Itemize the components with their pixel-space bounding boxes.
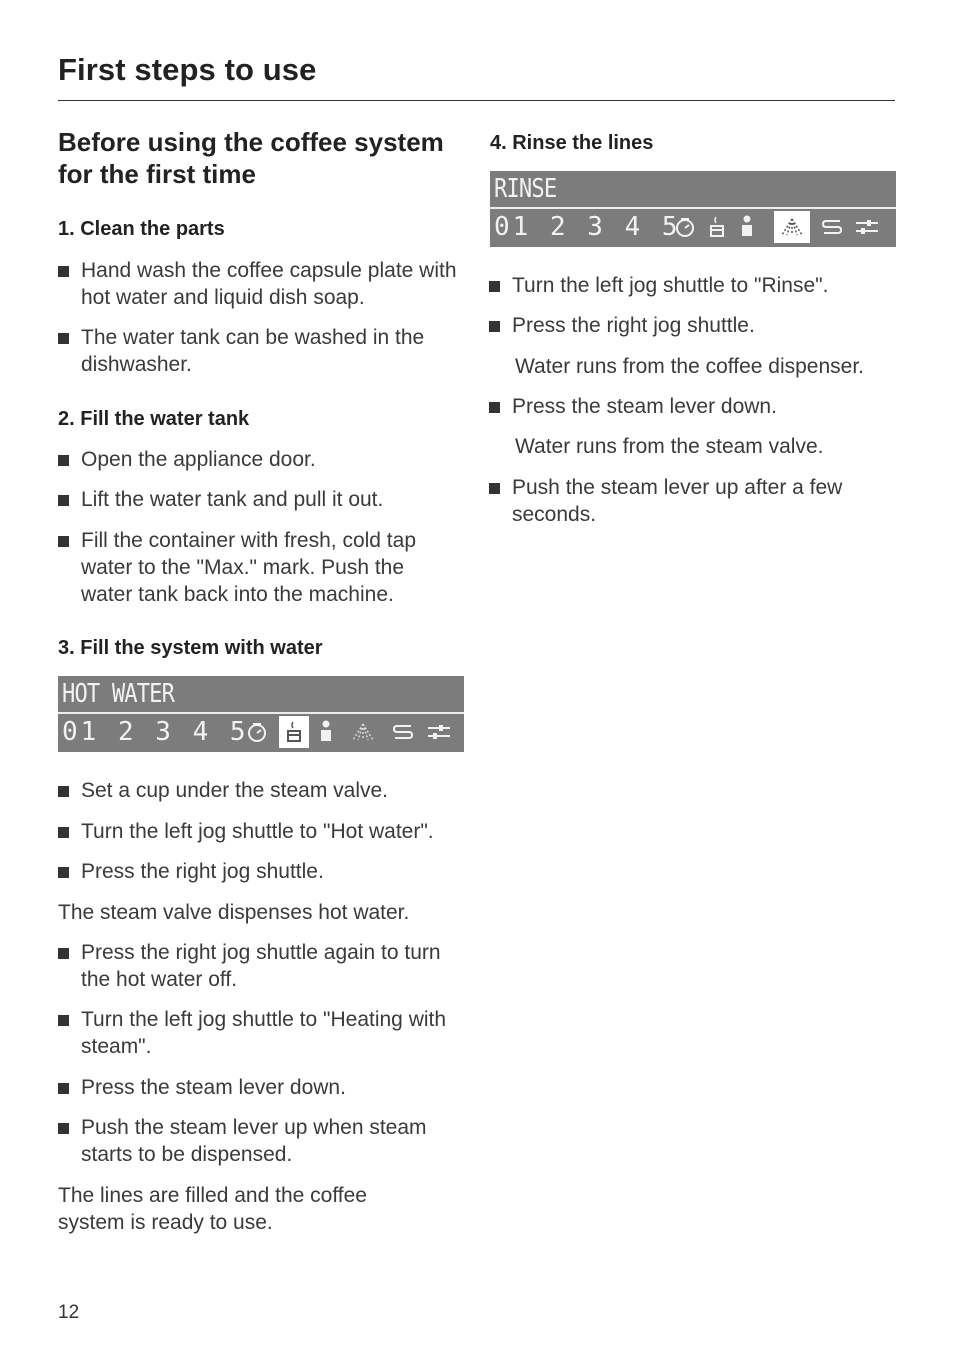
bullet-square-icon: [58, 1123, 69, 1134]
bullet-square-icon: [58, 1083, 69, 1094]
step1-bullet-2: The water tank can be washed in the dishwasher.: [58, 324, 458, 378]
cup-icon: [279, 716, 309, 748]
bullet-square-icon: [58, 266, 69, 277]
step3-note-2: The lines are filled and the coffee system is ready to use.: [58, 1184, 367, 1234]
page-title: First steps to use: [58, 52, 317, 87]
display-label: HOT WATER: [62, 679, 175, 709]
cup-icon: [702, 211, 732, 243]
bullet-square-icon: [58, 495, 69, 506]
timer-icon: [670, 211, 700, 243]
step4-bullet-3: Press the steam lever down.: [489, 393, 899, 420]
step4-bullet-2: Press the right jog shuttle.: [489, 312, 899, 339]
step3-bullet-1: Set a cup under the steam valve.: [58, 777, 468, 804]
bullet-square-icon: [489, 281, 500, 292]
spray-icon: [348, 716, 378, 748]
step3-bullet-6: Press the steam lever down.: [58, 1074, 468, 1101]
bullet-square-icon: [58, 948, 69, 959]
step4-bullet-1: Turn the left jog shuttle to "Rinse".: [489, 272, 899, 299]
steam-icon: [817, 211, 847, 243]
step3-bullet-7: Push the steam lever up when steam starts to be dispensed.: [58, 1114, 468, 1168]
display-numbers: 01 2 3 4 5: [494, 212, 681, 242]
title-rule: [58, 100, 895, 101]
bullet-square-icon: [489, 402, 500, 413]
display-hot-water: [58, 676, 464, 752]
step3-bullet-4: Press the right jog shuttle again to turn the hot water off.: [58, 939, 448, 993]
person-icon: [732, 211, 762, 243]
page-number: 12: [58, 1302, 80, 1323]
step2-bullet-2: Lift the water tank and pull it out.: [58, 486, 458, 513]
bullet-square-icon: [489, 483, 500, 494]
bullet-square-icon: [58, 827, 69, 838]
step4-bullet-4: Push the steam lever up after a few seconds.: [489, 474, 889, 528]
step3-note-1: The steam valve dispenses hot water.: [58, 901, 410, 924]
display-label: RINSE: [494, 174, 557, 204]
bullet-square-icon: [58, 455, 69, 466]
step3-bullet-5: Turn the left jog shuttle to "Heating with steam".: [58, 1006, 448, 1060]
spray-icon: [774, 211, 810, 243]
step4-heading: 4. Rinse the lines: [490, 132, 654, 154]
step4-result-1: Water runs from the coffee dispenser.: [515, 355, 865, 378]
settings-icon: [852, 211, 882, 243]
step2-heading: 2. Fill the water tank: [58, 408, 250, 430]
step3-bullet-2: Turn the left jog shuttle to "Hot water".: [58, 818, 478, 845]
bullet-square-icon: [58, 333, 69, 344]
step3-bullet-3: Press the right jog shuttle.: [58, 858, 468, 885]
section-heading: Before using the coffee system for the first time: [58, 127, 444, 189]
bullet-square-icon: [58, 1015, 69, 1026]
step1-bullet-1: Hand wash the coffee capsule plate with hot water and liquid dish soap.: [58, 257, 458, 311]
bullet-square-icon: [489, 321, 500, 332]
step4-result-2: Water runs from the steam valve.: [515, 435, 824, 458]
step1-heading: 1. Clean the parts: [58, 218, 225, 240]
person-icon: [311, 716, 341, 748]
display-numbers: 01 2 3 4 5: [62, 717, 249, 747]
step2-bullet-3: Fill the container with fresh, cold tap water to the "Max." mark. Push the water tank back into the machine.: [58, 527, 458, 608]
settings-icon: [424, 716, 454, 748]
step3-heading: 3. Fill the system with water: [58, 637, 323, 659]
step2-bullet-1: Open the appliance door.: [58, 446, 458, 473]
steam-icon: [388, 716, 418, 748]
display-rinse: [490, 171, 896, 247]
bullet-square-icon: [58, 867, 69, 878]
bullet-square-icon: [58, 786, 69, 797]
timer-icon: [242, 716, 272, 748]
bullet-square-icon: [58, 536, 69, 547]
